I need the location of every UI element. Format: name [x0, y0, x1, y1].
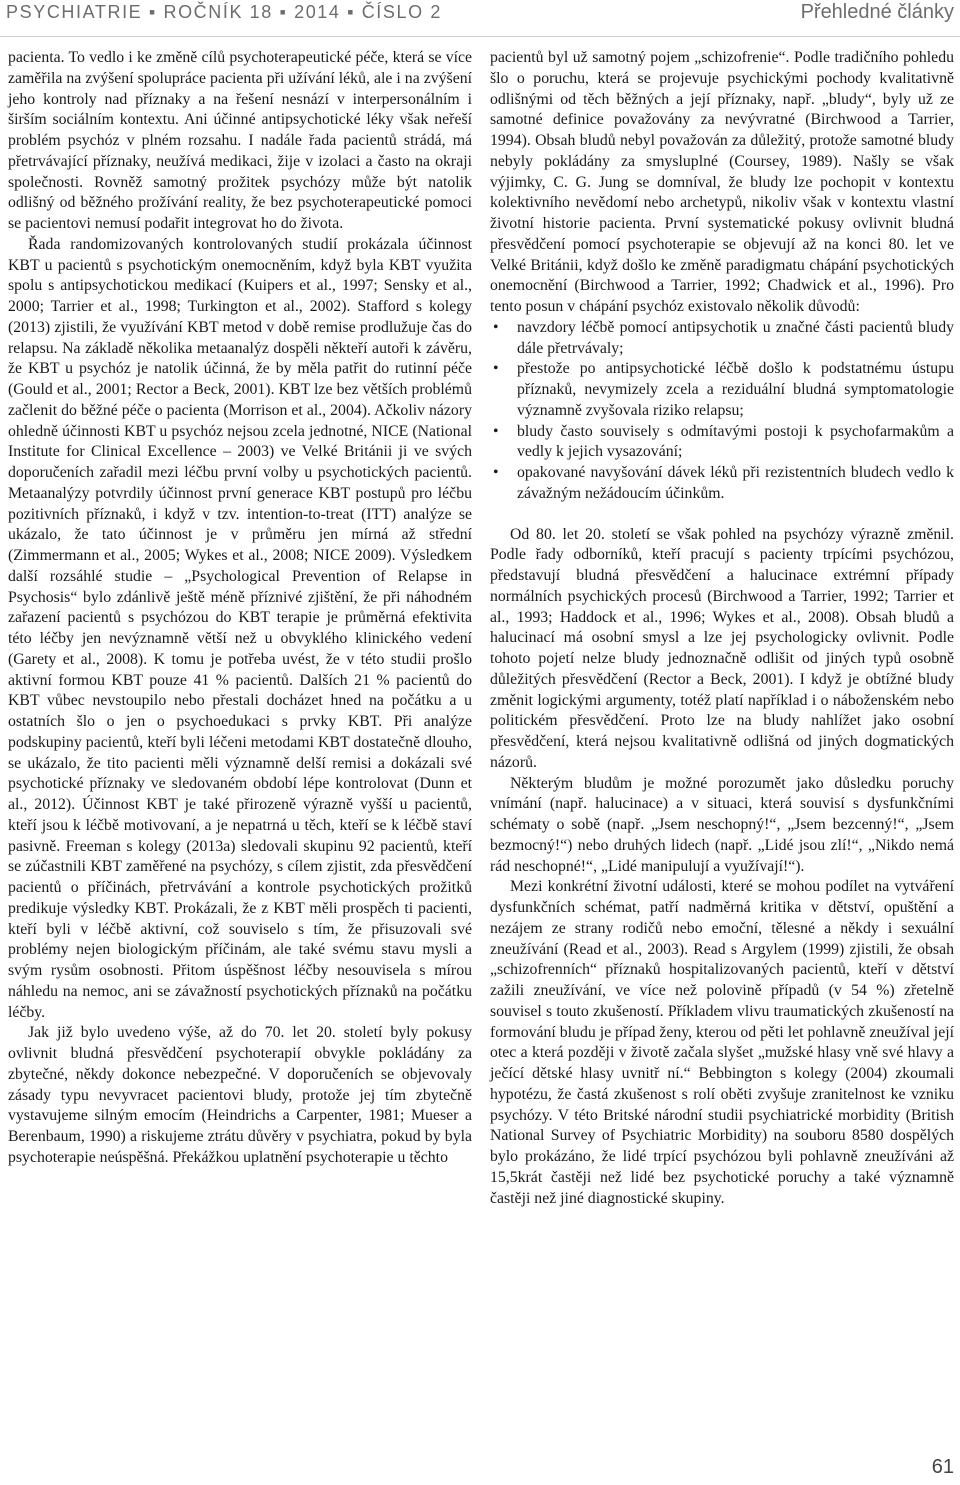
left-paragraph-3: Jak již bylo uvedeno výše, až do 70. let 20. století byly pokusy ovlivnit bludná přesvědčení psychoterapií obvykle pokládány za zbytečné, někdy dokonce nebezpečné. V doporučeních se objevovaly zásady typu nevyvracet pacientovi bludy, protože jej tím zbytečně vystavujeme silným emocím (Heindrichs a Carpenter, 1981; Mueser a Berenbaum, 1990) a riskujeme ztrátu důvěry v psychiatra, pokud by byla psychoterapie neúspěšná. Překážkou uplatnění psychoterapie u těchto [8, 1024, 472, 1166]
header-divider [0, 36, 960, 37]
journal-title: PSYCHIATRIE ▪ ROČNÍK 18 ▪ 2014 ▪ ČÍSLO 2 [6, 2, 442, 22]
running-header [6, 0, 954, 30]
left-paragraph-2: Řada randomizovaných kontrolovaných studií prokázala účinnost KBT u pacientů s psychotickým onemocněním, když byla KBT využita spolu s antipsychotickou medikací (Kuipers et al., 1997; Sensky et al., 2000; Tarrier et al., 1998; Turkington et al., 2002). Stafford s kolegy (2013) zjistili, že využívání KBT metod v době remise prodlužuje čas do relapsu. Na základě několika metaanalýz dospěli někteří autoři k závěru, že KBT u psychóz je natolik účinná, že by měla patřit do rutinní péče (Gould et al., 2001; Rector a Beck, 2001). KBT lze bez větších problémů začlenit do běžné péče o pacienta (Morrison et al., 2004). Ačkoliv názory ohledně účinnosti KBT u psychóz nejsou zcela jednotné, NICE (National Institute for Clinical Excellence – 2003) ve Velké Británii ji ve svých doporučeních zařadil mezi léčbu první volby u psychotických pacientů. Metaanalýzy potvrdily účinnost první generace KBT postupů pro léčbu pozitivních příznaků, i když v tzv. intention-to-treat (ITT) analýze se ukázalo, že tato účinnost je v průměru jen mírná až střední (Zimmermann et al., 2005; Wykes et al., 2008; NICE 2009). Výsledkem další rozsáhlé studie – „Psychological Prevention of Relapse in Psychosis“ bylo zdánlivě ještě méně příznivé zjištění, že při náhodném zařazení pacientů s psychózou do KBT terapie je průměrná efektivita této léčby jen nevýznamně větší než u obvyklého klinického vedení (Garety et al., 2008). K tomu je potřeba uvést, že v této studii prošlo aktivní formou KBT pouze 41 % pacientů. Dalších 21 % pacientů do KBT vůbec nevstoupilo nebo přestali docházet hned na počátku a u ostatních šlo o jen o psychoedukaci s prvky KBT. Při analýze podskupiny pacientů, kteří byli léčeni metodami KBT dostatečně dlouho, se ukázalo, že tito pacienti měli významně delší remisi a dokázali své psychotické příznaky ve sledovaném období lépe kontrolovat (Dunn et al., 2012). Účinnost KBT je také přirozeně výrazně vyšší u pacientů, kteří jsou k léčbě motivovaní, a je nepatrná u těch, kteří se k léčbě staví pasivně. Freeman s kolegy (2013a) sledovali skupinu 92 pacientů, kteří se zúčastnili KBT zaměřené na psychózy, s cílem zjistit, zda přesvědčení pacientů o příčinách, přetrvávání a kontrole psychotických prožitků predikuje výsledky KBT. Prokázali, že z KBT měli prospěch ti pacienti, kteří byli v léčbě aktivní, což souviselo s tím, že přisuzovali své problémy nejen biologickým příčinám, ale také svému stavu mysli a svým rysům osobnosti. Přitom úspěšnost léčby nesouvisela s mírou náhledu na nemoc, ani se závažností psychotických příznaků na počátku léčby. [8, 235, 472, 1021]
list-item-text: navzdory léčbě pomocí antipsychotik u značné části pacientů bludy dále přetrvávaly; [517, 318, 954, 357]
left-column [8, 48, 472, 1169]
list-item-text: bludy často souvisely s odmítavými postoji k psychofarmakům a vedly k jejich vysazování; [517, 422, 954, 461]
right-paragraph-4: Mezi konkrétní životní události, které se mohou podílet na vytváření dysfunkčních schémat, patří nadměrná kritika v dětství, opuštění a nezájem ze strany rodičů nebo emoční, tělesné a někdy i sexuální zneužívání (Read et al., 2003). Read s Argylem (1999) zjistili, že obsah „schizofrenních“ příznaků hospitalizovaných pacientů, kteří v dětství zažili zneužívání, ve více než polovině případů (v 54 %) zřetelně souvisel s touto zkušeností. Příkladem vlivu traumatických zkušeností na formování bludu je případ ženy, kterou od pěti let pohlavně zneužíval její otec a která později v životě začala slyšet „mužské hlasy vně své hlavy a ječící dětské hlasy uvnitř ní.“ Bebbington s kolegy (2004) zkoumali hypotézu, že častá zkušenost s rolí oběti zvyšuje zranitelnost ke vzniku psychózy. V této Britské národní studii psychiatrické morbidity (British National Survey of Psychiatric Morbidity) na souboru 8580 dospělých bylo prokázáno, že lidé trpící psychózou byli pohlavně zneužíváni až 15,5krát častěji než lidé bez psychotické poruchy a také významně častěji než jiné diagnostické skupiny. [490, 878, 954, 1207]
list-item [490, 318, 954, 360]
right-column [490, 48, 954, 1209]
list-item [490, 359, 954, 421]
right-paragraph-intro: pacientů byl už samotný pojem „schizofrenie“. Podle tradičního pohledu šlo o poruchu, která se projevuje psychickými pochody kvalitativně odlišnými od těch běžných a její příznaky, např. „bludy“, byly už ze samotné definice považovány za nevývratné (Birchwood a Tarrier, 1994). Obsah bludů nebyl považován za důležitý, protože samotné bludy nebyly pokládány za smysluplné (Coursey, 1989). Našly se však výjimky, C. G. Jung se domníval, že bludy lze pochopit v kontextu kolektivního nevědomí nebo archetypů, nikoliv však v kontextu vlastní životní historie pacienta. První systematické pokusy ovlivnit bludná přesvědčení pomocí psychoterapie se objevují až na konci 80. let ve Velké Británii, když došlo ke změně paradigmatu chápání psychotických onemocnění (Birchwood a Tarrier, 1992; Chadwick et al., 1996). Pro tento posun v chápání psychóz existovalo několik důvodů: [490, 49, 954, 315]
list-item [490, 463, 954, 505]
list-item [490, 422, 954, 464]
right-paragraph-3: Některým bludům je možné porozumět jako důsledku poruchy vnímání (např. halucinace) a v situaci, která souvisí s dysfunkčními schématy o sobě (např. „Jsem neschopný!“, „Jsem bezcenný!“, „Jsem bezmocný!“) nebo druhých lidech (např. „Lidé jsou zlí!“, „Nikdo nemá rád neschopné!“, „Lidé manipulují a využívají!“). [490, 774, 954, 875]
bullet-icon: • [493, 360, 499, 378]
bullet-icon: • [493, 464, 499, 481]
reasons-list [490, 318, 954, 505]
list-item-text: přestože po antipsychotické léčbě došlo k podstatnému ústupu příznaků, nevymizely zcela a reziduální bludná symptomatologie významně zvyšovala riziko relapsu; [517, 360, 954, 419]
right-paragraph-2: Od 80. let 20. století se však pohled na psychózy výrazně změnil. Podle řady odborníků, kteří pracují s pacienty trpícími psychózou, představují bludná přesvědčení a halucinace extrémní případy normálních psychických procesů (Birchwood a Tarrier, 1992; Tarrier et al., 1993; Haddock et al., 1996; Wykes et al., 2008). Obsah bludů a halucinací má osobní smysl a lze jej psychologicky ovlivnit. Podle tohoto pojetí nelze bludy jednoznačně odlišit od jiných typů osobně důležitých přesvědčení (Rector a Beck, 2001). I když je obtížné bludy změnit logickými argumenty, totéž platí například i o náboženském nebo politickém přesvědčení. Proto lze na bludy nahlížet jako osobní přesvědčení, která nejsou kvalitativně odlišná od jiných dogmatických názorů. [490, 525, 954, 771]
page-number: 61 [931, 1456, 954, 1478]
section-title: Přehledné články [800, 1, 954, 23]
bullet-icon: • [493, 422, 499, 440]
list-item-text: opakované navyšování dávek léků při rezistentních bludech vedlo k závažným nežádoucím účinkům. [517, 464, 954, 502]
left-paragraph-1: pacienta. To vedlo i ke změně cílů psychoterapeutické péče, která se více zaměřila na zvýšení spolupráce pacienta při užívání léků, ale i na zvýšení jeho kontroly nad příznaky a na řešení nesnází v interpersonálním i širším sociálním kontextu. Ani účinné antipsychotické léky však neřeší problém psychóz v plném rozsahu. I nadále řada pacientů strádá, má přetrvávající příznaky, neužívá medikaci, žije v izolaci a často na okraji společnosti. Rovněž samotný prožitek psychózy může být natolik odlišný od běžného prožívání reality, že bez psychoterapeutické pomoci se pacientovi nemusí podařit integrovat ho do života. [8, 49, 472, 232]
bullet-icon: • [493, 318, 499, 336]
